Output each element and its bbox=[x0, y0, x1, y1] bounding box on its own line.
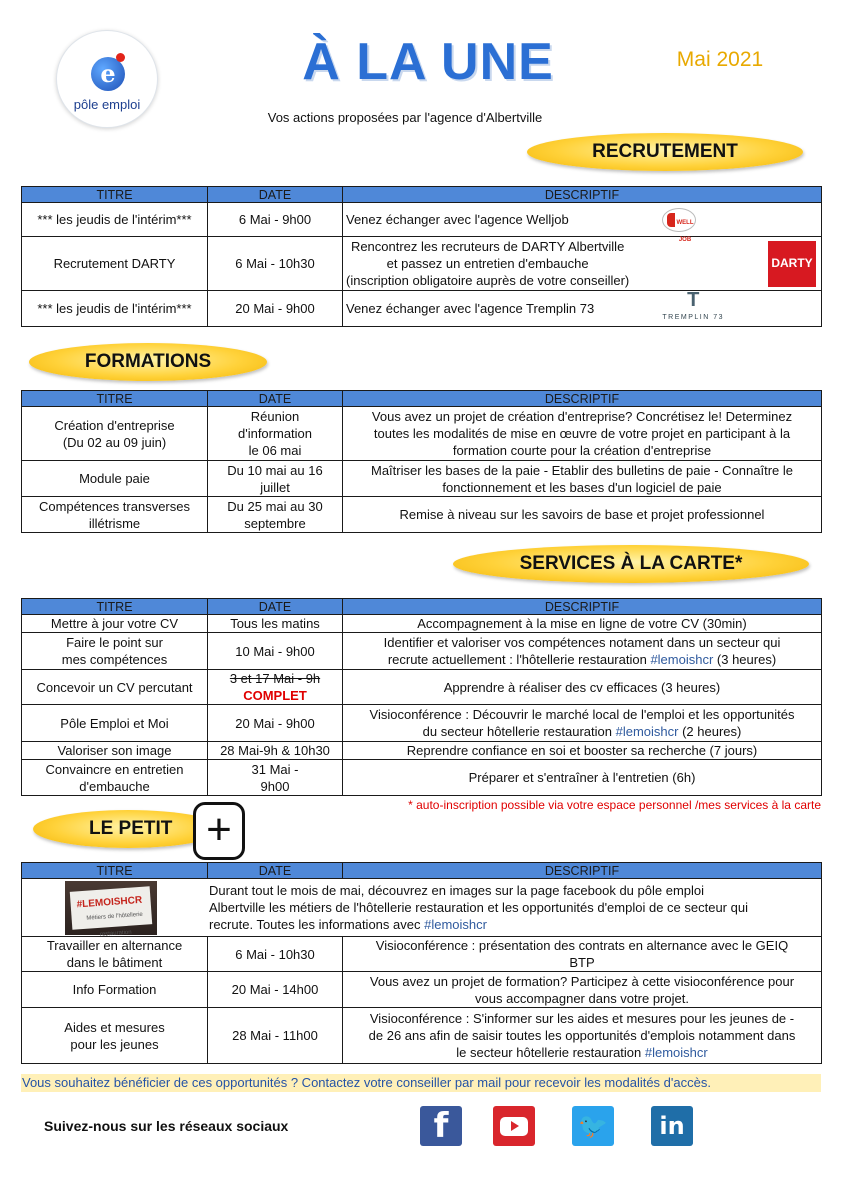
row-titre bbox=[22, 1008, 208, 1064]
table-row bbox=[22, 972, 822, 1008]
row-date bbox=[208, 760, 343, 796]
row-desc bbox=[343, 203, 822, 243]
row-titre: Valoriser son image bbox=[22, 742, 208, 760]
table-row bbox=[22, 497, 822, 533]
banner-le-petit: LE PETIT bbox=[33, 810, 223, 848]
desc-line: Vous avez un projet de création d'entreprise? Concrétisez le! Determinez bbox=[371, 409, 793, 424]
date-line: 9h00 bbox=[260, 778, 290, 794]
status-complet: COMPLET bbox=[243, 688, 307, 703]
desc-line bbox=[346, 723, 818, 740]
facebook-row-text bbox=[209, 882, 748, 933]
table-row bbox=[22, 937, 822, 972]
row-titre bbox=[22, 633, 208, 670]
desc-line: Visioconférence : présentation des contrats en alternance avec le GEIQ bbox=[375, 938, 789, 953]
titre-line: mes compétences bbox=[61, 652, 168, 667]
desc-line: formation courte pour la création d'entreprise bbox=[452, 443, 712, 458]
table-header-row bbox=[22, 863, 822, 879]
col-titre: TITRE bbox=[22, 391, 208, 407]
welljob-logo bbox=[662, 208, 696, 243]
titre-line: Compétences transverses bbox=[38, 498, 190, 514]
date-line: juillet bbox=[260, 479, 290, 495]
row-desc: Remise à niveau sur les savoirs de base et projet professionnel bbox=[343, 497, 822, 533]
table-row bbox=[22, 742, 822, 760]
col-date: DATE bbox=[208, 863, 343, 879]
desc-line: de 26 ans afin de saisir toutes les opportunités d'emplois notamment dans bbox=[368, 1028, 796, 1043]
desc-line: Durant tout le mois de mai, découvrez en images sur la page facebook du pôle emploi bbox=[209, 883, 705, 898]
hashtag-link[interactable]: #lemoishcr bbox=[615, 724, 679, 739]
row-titre bbox=[22, 407, 208, 461]
date-line: le 06 mai bbox=[248, 443, 302, 458]
row-desc-text: Venez échanger avec l'agence Tremplin 73 bbox=[346, 301, 595, 316]
hashtag-link[interactable]: #lemoishcr bbox=[650, 652, 714, 667]
table-row bbox=[22, 203, 822, 237]
row-date bbox=[208, 670, 343, 705]
row-desc bbox=[343, 407, 822, 461]
row-date: 6 Mai - 10h30 bbox=[208, 237, 343, 291]
row-desc-text: Venez échanger avec l'agence Welljob bbox=[346, 212, 569, 227]
desc-line bbox=[346, 651, 818, 668]
row-titre: Mettre à jour votre CV bbox=[22, 615, 208, 633]
row-date bbox=[208, 497, 343, 533]
desc-text: (2 heures) bbox=[678, 724, 742, 739]
issue-date: Mai 2021 bbox=[676, 48, 764, 71]
row-titre bbox=[22, 497, 208, 533]
col-titre: TITRE bbox=[22, 599, 208, 615]
row-desc bbox=[343, 972, 822, 1008]
titre-line: illétrisme bbox=[88, 515, 141, 531]
logo-red-dot bbox=[116, 53, 125, 62]
col-titre: TITRE bbox=[22, 187, 208, 203]
titre-line: d'embauche bbox=[79, 778, 150, 794]
table-row bbox=[22, 615, 822, 633]
date-line: Du 25 mai au 30 bbox=[227, 498, 323, 514]
table-row bbox=[22, 407, 822, 461]
row-date: 6 Mai - 10h30 bbox=[208, 937, 343, 972]
table-row bbox=[22, 760, 822, 796]
row-desc: Préparer et s'entraîner à l'entretien (6h) bbox=[343, 760, 822, 796]
row-titre: Module paie bbox=[22, 461, 208, 497]
row-desc bbox=[343, 291, 822, 327]
col-descriptif: DESCRIPTIF bbox=[343, 863, 822, 879]
desc-text: du secteur hôtellerie restauration bbox=[422, 724, 616, 739]
desc-text: le secteur hôtellerie restauration bbox=[456, 1045, 645, 1060]
logo-e-icon bbox=[91, 57, 125, 91]
plus-icon: + bbox=[193, 802, 245, 860]
row-date: 20 Mai - 14h00 bbox=[208, 972, 343, 1008]
services-footnote: * auto-inscription possible via votre espace personnel /mes services à la carte bbox=[408, 798, 821, 812]
desc-line: Visioconférence : Découvrir le marché local de l'emploi et les opportunités bbox=[369, 707, 795, 722]
desc-line: toutes les modalités de mise en œuvre de votre projet en participant à la bbox=[373, 426, 791, 441]
desc-line: Vous avez un projet de formation? Participez à cette visioconférence pour bbox=[369, 973, 795, 989]
row-titre: Pôle Emploi et Moi bbox=[22, 705, 208, 742]
table-row bbox=[22, 237, 822, 291]
row-titre bbox=[22, 760, 208, 796]
row-titre: *** les jeudis de l'intérim*** bbox=[22, 203, 208, 237]
image-caption: Métiers de l'hôtellerie restauration bbox=[86, 911, 144, 938]
desc-line bbox=[346, 1044, 818, 1061]
row-desc: Accompagnement à la mise en ligne de votre CV (30min) bbox=[343, 615, 822, 633]
formations-table bbox=[21, 390, 822, 533]
row-titre: Recrutement DARTY bbox=[22, 237, 208, 291]
col-date: DATE bbox=[208, 599, 343, 615]
date-line: Réunion bbox=[250, 409, 300, 424]
recrutement-table bbox=[21, 186, 822, 327]
date-line: septembre bbox=[244, 515, 306, 531]
row-date: 10 Mai - 9h00 bbox=[208, 633, 343, 670]
row-date: 6 Mai - 9h00 bbox=[208, 203, 343, 237]
col-descriptif: DESCRIPTIF bbox=[343, 391, 822, 407]
desc-line: Maîtriser les bases de la paie - Etablir des bulletins de paie - Connaître le bbox=[371, 462, 793, 478]
lemoishcr-image bbox=[65, 881, 157, 938]
row-date bbox=[208, 407, 343, 461]
row-date: 28 Mai-9h & 10h30 bbox=[208, 742, 343, 760]
welljob-logo-text: WELL JOB bbox=[676, 219, 694, 243]
date-line: d'information bbox=[237, 426, 313, 441]
row-desc bbox=[343, 237, 822, 291]
col-date: DATE bbox=[208, 187, 343, 203]
col-date: DATE bbox=[208, 391, 343, 407]
titre-line: dans le bâtiment bbox=[66, 955, 163, 970]
desc-line bbox=[209, 916, 748, 933]
date-struck: 3 et 17 Mai - 9h bbox=[229, 671, 321, 686]
banner-services: SERVICES À LA CARTE* bbox=[453, 545, 809, 583]
titre-line: Faire le point sur bbox=[66, 635, 163, 650]
desc-line: Identifier et valoriser vos compétences notament dans un secteur qui bbox=[383, 635, 781, 650]
row-titre: Info Formation bbox=[22, 972, 208, 1008]
table-row bbox=[22, 1008, 822, 1064]
row-desc bbox=[343, 705, 822, 742]
titre-line: (Du 02 au 09 juin) bbox=[62, 434, 167, 450]
row-desc-text bbox=[346, 238, 629, 289]
row-desc: Apprendre à réaliser des cv efficaces (3 heures) bbox=[343, 670, 822, 705]
desc-text: recrute actuellement : l'hôtellerie restauration bbox=[387, 652, 651, 667]
table-row bbox=[22, 705, 822, 742]
col-titre: TITRE bbox=[22, 863, 208, 879]
logo-text: pôle emploi bbox=[73, 97, 141, 112]
tremplin-logo bbox=[662, 291, 724, 326]
facebook-icon[interactable]: f bbox=[420, 1106, 462, 1146]
contact-bar: Vous souhaitez bénéficier de ces opportunités ? Contactez votre conseiller par mail pour recevoir les modalités d'accès. bbox=[21, 1074, 821, 1092]
table-row bbox=[22, 291, 822, 327]
image-title: #LEMOISHCR bbox=[76, 894, 143, 910]
linkedin-icon[interactable]: in bbox=[651, 1106, 693, 1146]
youtube-icon[interactable] bbox=[493, 1106, 535, 1146]
page-title: À LA UNE bbox=[302, 33, 554, 91]
col-descriptif: DESCRIPTIF bbox=[343, 599, 822, 615]
desc-line: et passez un entretien d'embauche bbox=[386, 256, 589, 271]
row-titre: Concevoir un CV percutant bbox=[22, 670, 208, 705]
row-desc bbox=[343, 633, 822, 670]
desc-line: (inscription obligatoire auprès de votre conseiller) bbox=[346, 273, 630, 288]
row-date: 20 Mai - 9h00 bbox=[208, 705, 343, 742]
social-label: Suivez-nous sur les réseaux sociaux bbox=[44, 1118, 289, 1134]
desc-text: (3 heures) bbox=[713, 652, 777, 667]
col-descriptif: DESCRIPTIF bbox=[343, 187, 822, 203]
titre-line: Aides et mesures bbox=[64, 1019, 165, 1035]
table-row bbox=[22, 461, 822, 497]
row-titre: *** les jeudis de l'intérim*** bbox=[22, 291, 208, 327]
table-row bbox=[22, 879, 822, 937]
titre-line: Travailler en alternance bbox=[46, 938, 183, 953]
desc-text: recrute. Toutes les informations avec bbox=[209, 917, 425, 932]
row-date bbox=[208, 461, 343, 497]
date-line: 31 Mai - bbox=[251, 761, 299, 777]
table-header-row bbox=[22, 599, 822, 615]
pole-emploi-logo bbox=[56, 30, 158, 128]
banner-recrutement: RECRUTEMENT bbox=[527, 133, 803, 171]
table-header-row bbox=[22, 391, 822, 407]
desc-line: Albertville les métiers de l'hôtellerie restauration et les opportunités d'emploi de ce secteur qui bbox=[209, 900, 748, 915]
twitter-icon[interactable]: 🐦 bbox=[572, 1106, 614, 1146]
row-desc bbox=[343, 1008, 822, 1064]
row-date: 20 Mai - 9h00 bbox=[208, 291, 343, 327]
services-table bbox=[21, 598, 822, 796]
facebook-row bbox=[22, 879, 822, 937]
row-desc bbox=[343, 937, 822, 972]
row-date: 28 Mai - 11h00 bbox=[208, 1008, 343, 1064]
desc-line: Visioconférence : S'informer sur les aides et mesures pour les jeunes de - bbox=[369, 1011, 795, 1026]
hashtag-link[interactable]: #lemoishcr bbox=[644, 1045, 708, 1060]
titre-line: Convaincre en entretien bbox=[45, 761, 184, 777]
row-date: Tous les matins bbox=[208, 615, 343, 633]
desc-line: Rencontrez les recruteurs de DARTY Albertville bbox=[350, 239, 625, 254]
tremplin-logo-glyph: T bbox=[687, 289, 700, 311]
logo-letter: e bbox=[100, 59, 116, 88]
darty-logo: DARTY bbox=[768, 241, 816, 287]
tremplin-logo-text: TREMPLIN 73 bbox=[662, 314, 724, 321]
row-desc: Reprendre confiance en soi et booster sa recherche (7 jours) bbox=[343, 742, 822, 760]
banner-formations: FORMATIONS bbox=[29, 343, 267, 381]
titre-line: Création d'entreprise bbox=[54, 417, 175, 433]
desc-line: fonctionnement et les bases d'un logiciel de paie bbox=[442, 479, 722, 495]
hashtag-link[interactable]: #lemoishcr bbox=[424, 917, 487, 932]
table-row bbox=[22, 670, 822, 705]
desc-line: BTP bbox=[569, 955, 595, 970]
table-header-row bbox=[22, 187, 822, 203]
table-row bbox=[22, 633, 822, 670]
page-subtitle: Vos actions proposées par l'agence d'Albertville bbox=[267, 110, 543, 125]
titre-line: pour les jeunes bbox=[70, 1036, 159, 1052]
row-desc bbox=[343, 461, 822, 497]
petit-plus-table bbox=[21, 862, 822, 1064]
desc-line: vous accompagner dans votre projet. bbox=[475, 990, 689, 1006]
date-line: Du 10 mai au 16 bbox=[227, 462, 323, 478]
